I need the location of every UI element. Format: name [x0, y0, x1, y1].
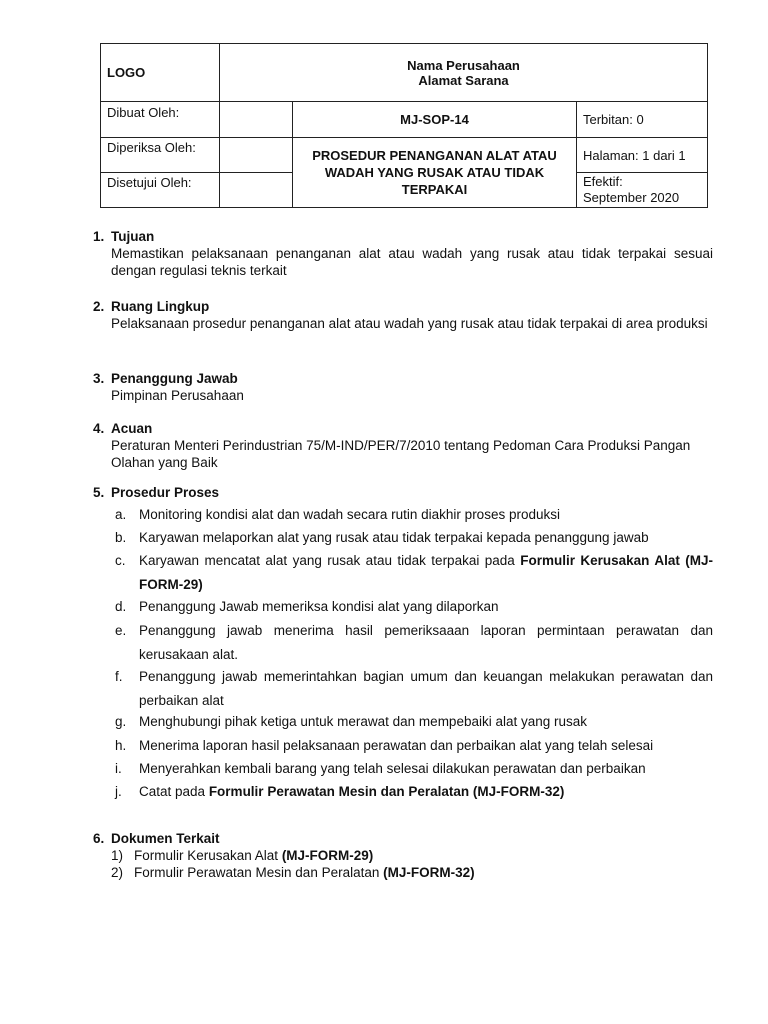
- list-item: [93, 847, 713, 864]
- made-by-label: Dibuat Oleh:: [101, 102, 220, 138]
- list-marker: 1): [111, 848, 124, 863]
- list-marker: d.: [115, 599, 127, 614]
- company-name: Nama Perusahaan: [407, 57, 520, 73]
- list-marker: g.: [115, 714, 127, 729]
- section-title: Prosedur Proses: [111, 485, 220, 500]
- company-info: [220, 44, 708, 102]
- list-text: [139, 549, 713, 596]
- section-number: 5.: [93, 485, 105, 500]
- section-penanggung-jawab: [93, 370, 713, 404]
- section-title: Penanggung Jawab: [111, 371, 238, 386]
- section-number: 3.: [93, 371, 105, 386]
- section-prosedur-proses: [93, 484, 713, 501]
- section-title: Ruang Lingkup: [111, 299, 210, 314]
- form-reference: Formulir Kerusakan Alat (MJ-FORM-29): [139, 553, 713, 592]
- checked-by-label: Diperiksa Oleh:: [101, 138, 220, 173]
- form-reference: (MJ-FORM-29): [281, 848, 374, 863]
- list-marker: j.: [115, 784, 122, 799]
- page-number: Halaman: 1 dari 1: [577, 138, 708, 173]
- approved-by-signature: [220, 173, 293, 208]
- list-item: [93, 710, 713, 734]
- list-marker: c.: [115, 553, 126, 568]
- list-text: [134, 847, 713, 864]
- section-text: Peraturan Menteri Perindustrian 75/M-IND/PER/7/2010 tentang Pedoman Cara Produksi Pangan Olahan yang Baik: [111, 438, 691, 470]
- section-number: 2.: [93, 299, 105, 314]
- list-text: Penanggung Jawab memeriksa kondisi alat yang dilaporkan: [139, 599, 499, 614]
- form-reference: (MJ-FORM-32): [383, 865, 475, 880]
- list-marker: f.: [115, 669, 123, 684]
- list-marker: i.: [115, 761, 122, 776]
- section-acuan: [93, 420, 713, 471]
- approved-by-label: Disetujui Oleh:: [101, 173, 220, 208]
- list-item: [93, 595, 713, 619]
- list-marker: e.: [115, 623, 127, 638]
- section-text: Pimpinan Perusahaan: [111, 388, 244, 403]
- section-title: Dokumen Terkait: [111, 831, 220, 846]
- list-text: Penanggung jawab menerima hasil pemeriksaaan laporan permintaan perawatan dan kerusakaan alat.: [139, 623, 713, 662]
- list-item: [93, 780, 713, 804]
- doc-code: MJ-SOP-14: [293, 102, 577, 138]
- list-item: [93, 864, 713, 881]
- section-text: Memastikan pelaksanaan penanganan alat atau wadah yang rusak atau tidak terpakai sesuai dengan regulasi teknis terkait: [111, 246, 713, 278]
- list-item: [93, 734, 713, 758]
- list-text: Menghubungi pihak ketiga untuk merawat dan mempebaiki alat yang rusak: [139, 714, 588, 729]
- list-text: Menyerahkan kembali barang yang telah selesai dilakukan perawatan dan perbaikan: [139, 761, 646, 776]
- list-text: Karyawan melaporkan alat yang rusak atau tidak terpakai kepada penanggung jawab: [139, 530, 649, 545]
- list-marker: h.: [115, 738, 127, 753]
- list-text-plain: Formulir Kerusakan Alat: [134, 848, 282, 863]
- list-item: [93, 619, 713, 666]
- document-header-table: [100, 43, 708, 208]
- list-item: [93, 549, 713, 596]
- effective-value: September 2020: [583, 190, 680, 205]
- section-tujuan: [93, 228, 713, 279]
- section-number: 6.: [93, 831, 105, 846]
- related-documents-list: [93, 847, 713, 881]
- list-item: [93, 526, 713, 550]
- section-ruang-lingkup: [93, 298, 713, 332]
- issue-number: Terbitan: 0: [577, 102, 708, 138]
- company-address: Alamat Sarana: [418, 72, 509, 88]
- list-marker: 2): [111, 865, 124, 880]
- section-number: 1.: [93, 229, 105, 244]
- list-item: [93, 503, 713, 527]
- section-number: 4.: [93, 421, 105, 436]
- list-item: [93, 757, 713, 781]
- list-text: [139, 780, 713, 804]
- checked-by-signature: [220, 138, 293, 173]
- effective-label: Efektif:: [583, 174, 623, 189]
- list-text: [134, 864, 713, 881]
- section-title: Acuan: [111, 421, 153, 436]
- logo-placeholder: LOGO: [101, 44, 220, 102]
- made-by-signature: [220, 102, 293, 138]
- doc-title: PROSEDUR PENANGANAN ALAT ATAU WADAH YANG RUSAK ATAU TIDAK TERPAKAI: [293, 138, 577, 208]
- section-dokumen-terkait: [93, 830, 713, 847]
- list-text-plain: Karyawan mencatat alat yang rusak atau tidak terpakai pada: [139, 553, 521, 568]
- list-marker: b.: [115, 530, 127, 545]
- list-marker: a.: [115, 507, 127, 522]
- list-text: Monitoring kondisi alat dan wadah secara rutin diakhir proses produksi: [139, 507, 560, 522]
- section-title: Tujuan: [111, 229, 155, 244]
- list-text-plain: Catat pada: [139, 784, 209, 799]
- section-text: Pelaksanaan prosedur penanganan alat atau wadah yang rusak atau tidak terpakai di area produksi: [111, 316, 708, 331]
- list-text: Menerima laporan hasil pelaksanaan perawatan dan perbaikan alat yang telah selesai: [139, 738, 654, 753]
- list-text-plain: Formulir Perawatan Mesin dan Peralatan: [134, 865, 384, 880]
- form-reference: Formulir Perawatan Mesin dan Peralatan (MJ-FORM-32): [208, 784, 565, 799]
- list-text: Penanggung jawab memerintahkan bagian umum dan keuangan melakukan perawatan dan perbaikan alat: [139, 669, 713, 708]
- effective-date: [577, 173, 708, 208]
- list-item: [93, 665, 713, 712]
